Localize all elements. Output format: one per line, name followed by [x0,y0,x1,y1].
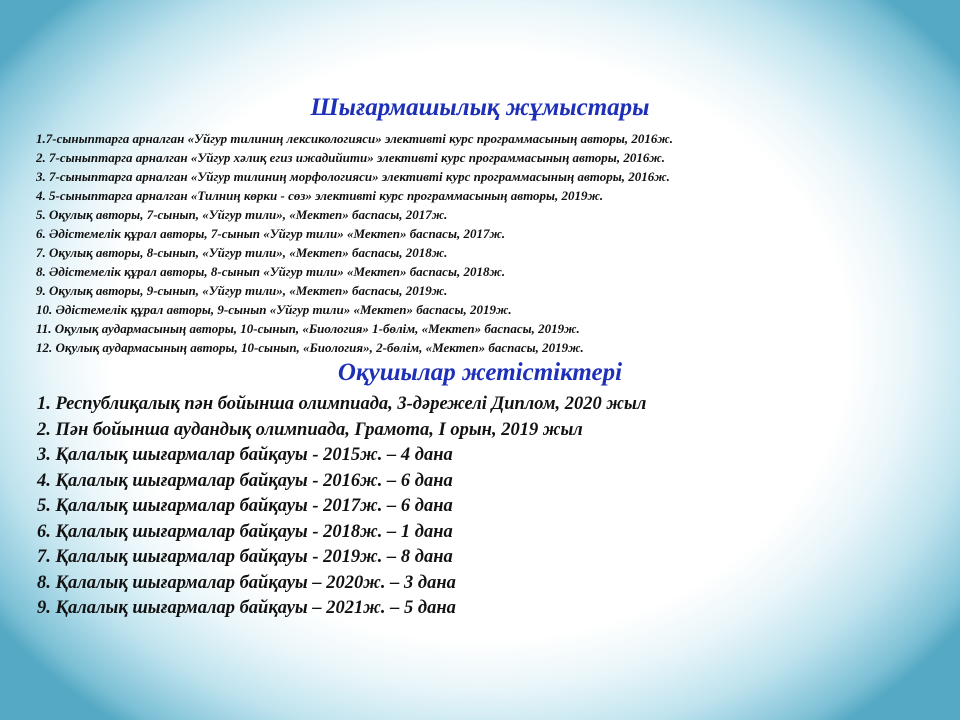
list-item: 5. Оқулық авторы, 7-сынып, «Уйгур тили», «Мектеп» баспасы, 2017ж. [36,207,448,222]
list-item: 8. Әдістемелік құрал авторы, 8-сынып «Уйгур тили» «Мектеп» баспасы, 2018ж. [36,264,506,279]
list-item: 5. Қалалық шығармалар байқауы - 2017ж. – 6 дана [37,496,453,516]
list-item: 7. Қалалық шығармалар байқауы - 2019ж. – 8 дана [37,547,453,567]
list-item: 6. Әдістемелік құрал авторы, 7-сынып «Уйгур тили» «Мектеп» баспасы, 2017ж. [36,226,506,241]
list-item: 2. Пән бойынша аудандық олимпиада, Грамота, I орын, 2019 жыл [37,419,583,440]
list-item: 9. Оқулық авторы, 9-сынып, «Уйгур тили», «Мектеп» баспасы, 2019ж. [36,283,448,298]
list-item: 1.7-сыныптарга арналган «Уйгур тилиниң лексикологияси» элективті курс программасының авторы, 2016ж. [36,131,674,146]
creative-works-title: Шығармашылық жұмыстары [310,94,650,121]
list-item: 1. Республиқалық пән бойынша олимпиада, 3-дәрежелі Диплом, 2020 жыл [37,394,647,414]
list-item: 3. 7-сыныптарга арналган «Уйгур тилиниң морфологияси» элективті курс программасының авторы, 2016ж. [36,169,670,184]
list-item: 9. Қалалық шығармалар байқауы – 2021ж. – 5 дана [37,598,456,618]
student-achievements-title: Оқушылар жетістіктері [337,359,623,386]
list-item: 4. Қалалық шығармалар байқауы - 2016ж. – 6 дана [37,470,453,491]
list-item: 12. Оқулық аудармасының авторы, 10-сынып, «Биология», 2-бөлім, «Мектеп» баспасы, 2019ж. [36,340,584,355]
list-item: 8. Қалалық шығармалар байқауы – 2020ж. – 3 дана [37,572,456,593]
list-item: 4. 5-сыныптарга арналган «Тилниң көрки - сөз» элективті курс программасының авторы, 2019ж. [36,188,604,203]
list-item: 11. Оқулық аудармасының авторы, 10-сынып, «Биология» 1-бөлім, «Мектеп» баспасы, 2019ж. [36,321,580,336]
list-item: 7. Оқулық авторы, 8-сынып, «Уйгур тили», «Мектеп» баспасы, 2018ж. [36,245,448,260]
creative-works-list [36,129,936,357]
list-item: 10. Әдістемелік құрал авторы, 9-сынып «Уйгур тили» «Мектеп» баспасы, 2019ж. [36,302,512,317]
list-item: 6. Қалалық шығармалар байқауы - 2018ж. – 1 дана [37,521,453,542]
student-achievements-list [37,392,937,622]
list-item: 2. 7-сыныптарга арналган «Уйгур хәлиқ егиз ижадийити» элективті курс программасының авторы, 2016ж. [36,150,665,165]
list-item: 3. Қалалық шығармалар байқауы - 2015ж. – 4 дана [37,445,453,465]
